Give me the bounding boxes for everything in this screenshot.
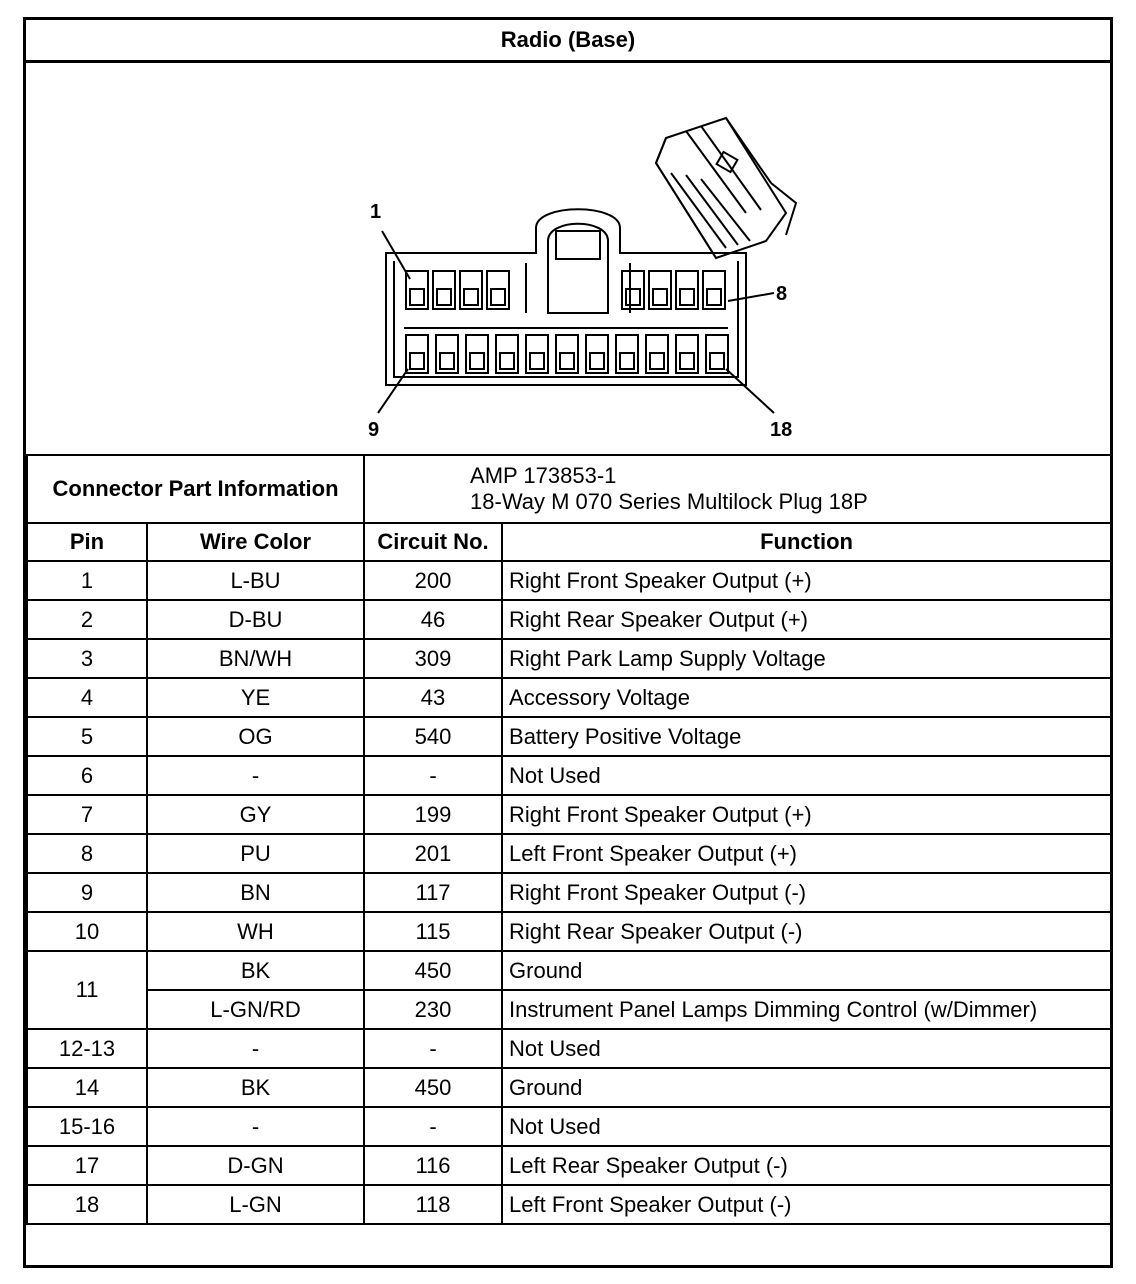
pin-cell: 7 (27, 795, 147, 834)
table-row (27, 1068, 1111, 1107)
wire-color-cell: BK (147, 951, 364, 990)
function-cell: Left Rear Speaker Output (-) (502, 1146, 1111, 1185)
function-cell: Right Rear Speaker Output (+) (502, 600, 1111, 639)
pin-cell: 2 (27, 600, 147, 639)
header-pin: Pin (27, 523, 147, 561)
wire-color-cell: BK (147, 1068, 364, 1107)
table-row (27, 873, 1111, 912)
table-row (27, 561, 1111, 600)
connector-info-value (364, 455, 1111, 523)
connector-sheet (23, 17, 1113, 1268)
header-wire-color: Wire Color (147, 523, 364, 561)
pin-cell: 17 (27, 1146, 147, 1185)
plug-thumbnail-icon (656, 118, 796, 258)
table-row (27, 951, 1111, 990)
header-circuit: Circuit No. (364, 523, 502, 561)
wire-color-cell: OG (147, 717, 364, 756)
function-cell: Right Front Speaker Output (-) (502, 873, 1111, 912)
pin-cell: 1 (27, 561, 147, 600)
function-cell: Not Used (502, 1107, 1111, 1146)
function-cell: Accessory Voltage (502, 678, 1111, 717)
table-row (27, 717, 1111, 756)
pin-cell: 12-13 (27, 1029, 147, 1068)
sheet-title: Radio (Base) (26, 20, 1110, 63)
circuit-cell: 200 (364, 561, 502, 600)
pin-label-1: 1 (370, 201, 382, 223)
circuit-cell: 43 (364, 678, 502, 717)
wire-color-cell: WH (147, 912, 364, 951)
table-row (27, 600, 1111, 639)
pinout-table (26, 454, 1112, 1225)
circuit-cell: 201 (364, 834, 502, 873)
function-cell: Instrument Panel Lamps Dimming Control (w/Dimmer) (502, 990, 1111, 1029)
table-row (27, 1107, 1111, 1146)
wire-color-cell: L-GN/RD (147, 990, 364, 1029)
connector-info-label: Connector Part Information (27, 455, 364, 523)
wire-color-cell: BN/WH (147, 639, 364, 678)
pin-cell: 8 (27, 834, 147, 873)
pin-label-9: 9 (368, 419, 380, 441)
circuit-cell: 118 (364, 1185, 502, 1224)
table-header (27, 523, 1111, 561)
connector-diagram (26, 63, 1110, 455)
function-cell: Left Front Speaker Output (-) (502, 1185, 1111, 1224)
circuit-cell: 199 (364, 795, 502, 834)
circuit-cell: 46 (364, 600, 502, 639)
circuit-cell: 450 (364, 951, 502, 990)
function-cell: Right Front Speaker Output (+) (502, 561, 1111, 600)
function-cell: Left Front Speaker Output (+) (502, 834, 1111, 873)
connector-face-drawing (26, 63, 1110, 455)
function-cell: Not Used (502, 756, 1111, 795)
wire-color-cell: - (147, 1029, 364, 1068)
circuit-cell: 540 (364, 717, 502, 756)
table-row (27, 756, 1111, 795)
table-row (27, 990, 1111, 1029)
wire-color-cell: L-GN (147, 1185, 364, 1224)
function-cell: Ground (502, 1068, 1111, 1107)
wire-color-cell: YE (147, 678, 364, 717)
wire-color-cell: BN (147, 873, 364, 912)
pin-label-18: 18 (770, 419, 793, 441)
circuit-cell: - (364, 1107, 502, 1146)
pin-cell: 6 (27, 756, 147, 795)
pin-cell: 5 (27, 717, 147, 756)
connector-description: 18-Way M 070 Series Multilock Plug 18P (470, 489, 868, 514)
header-function: Function (502, 523, 1111, 561)
pin-cell: 9 (27, 873, 147, 912)
circuit-cell: 230 (364, 990, 502, 1029)
pin-cell: 11 (27, 951, 147, 1029)
connector-part-number: AMP 173853-1 (470, 463, 617, 488)
table-row (27, 834, 1111, 873)
circuit-cell: - (364, 756, 502, 795)
pin-cell: 15-16 (27, 1107, 147, 1146)
table-row (27, 639, 1111, 678)
circuit-cell: 117 (364, 873, 502, 912)
function-cell: Right Front Speaker Output (+) (502, 795, 1111, 834)
circuit-cell: 115 (364, 912, 502, 951)
pin-cell: 3 (27, 639, 147, 678)
function-cell: Right Park Lamp Supply Voltage (502, 639, 1111, 678)
pin-label-8: 8 (776, 283, 788, 305)
circuit-cell: 450 (364, 1068, 502, 1107)
wire-color-cell: D-BU (147, 600, 364, 639)
table-row (27, 678, 1111, 717)
wire-color-cell: - (147, 1107, 364, 1146)
circuit-cell: 309 (364, 639, 502, 678)
circuit-cell: 116 (364, 1146, 502, 1185)
circuit-cell: - (364, 1029, 502, 1068)
function-cell: Right Rear Speaker Output (-) (502, 912, 1111, 951)
table-row (27, 1146, 1111, 1185)
wire-color-cell: GY (147, 795, 364, 834)
pin-cell: 14 (27, 1068, 147, 1107)
pin-cell: 10 (27, 912, 147, 951)
top-row-cavities (406, 271, 725, 309)
function-cell: Battery Positive Voltage (502, 717, 1111, 756)
pin-cell: 18 (27, 1185, 147, 1224)
table-row (27, 1185, 1111, 1224)
wire-color-cell: D-GN (147, 1146, 364, 1185)
wire-color-cell: - (147, 756, 364, 795)
function-cell: Ground (502, 951, 1111, 990)
bottom-row-cavities (406, 335, 728, 373)
wire-color-cell: PU (147, 834, 364, 873)
table-row (27, 795, 1111, 834)
table-row (27, 1029, 1111, 1068)
table-row (27, 912, 1111, 951)
function-cell: Not Used (502, 1029, 1111, 1068)
wire-color-cell: L-BU (147, 561, 364, 600)
pin-cell: 4 (27, 678, 147, 717)
